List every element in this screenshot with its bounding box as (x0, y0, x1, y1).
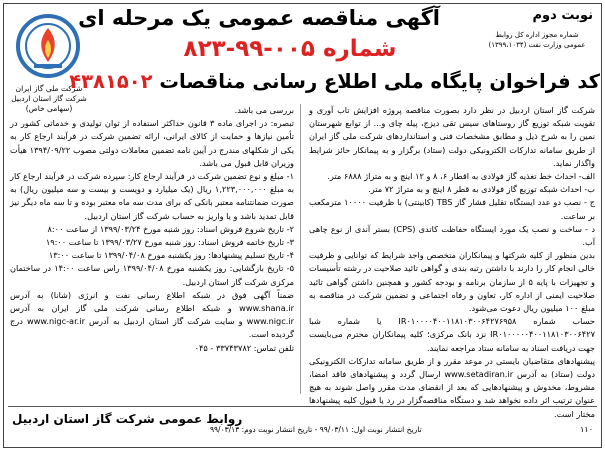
left_column-paragraph: ۲- تاریخ شروع فروش اسناد: روز شنبه مورخ ۱۳۹۹/۰۳/۲۴ از ساعت ۸:۰۰ (47, 223, 294, 234)
publication-dates: تاریخ انتشار نوبت اول: ۹۹/۰۳/۱۱ - تاریخ انتشار نوبت دوم: ۹۹/۰۳/۱۳ (210, 425, 422, 434)
tender-number: شماره ۰۰۵-۹۹-۸۲۳ (183, 36, 397, 62)
license-line2: عمومی وزارت نفت (۱۳۹۹،۱۰۳۴) (488, 41, 586, 49)
company-name-line1: شرکت ملی گاز ایران (15, 84, 83, 93)
callout-code: ۴۳۸۱۵۰۲ (69, 70, 153, 93)
callout-prefix: کد فراخوان پایگاه ملی اطلاع رسانی مناقصات (159, 70, 600, 93)
left_column-paragraph: ضمناً آگهی فوق در شبکه اطلاع رسانی نفت و انرژی (شانا) به آدرس www.shana.ir و شبکه اطلاع رسانی شرکت ملی گاز ایران به آدرس www.nigc.ir و سایت شرکت گاز استان اردبیل به آدرس www.nigc-ar.ir درج گردیده است. (10, 289, 294, 340)
title-block (78, 4, 440, 66)
company-name-line3: (سهامی خاص) (25, 104, 73, 113)
page-number: ۱۱۰ (580, 425, 593, 434)
left_column-paragraph: تلفن تماس: ۳۳۷۴۳۷۸۲ - ۰۴۵ (194, 342, 294, 353)
left_column-paragraph: ۳- تاریخ خاتمه فروش اسناد: روز شنبه مورخ ۱۳۹۹/۰۳/۲۷ تا ساعت ۱۹:۰۰ (45, 237, 294, 248)
column-divider (300, 104, 301, 394)
right_column-paragraph: حساب شماره IR۰۱۰۰۰۰۴۰۰۱۱۸۱۰۳۰۰۶۴۲۷۶۹۵۸ یا شماره شبا IR۰۱۰۰۰۰۰۴۰۰۱۱۸۱۰۳۰۰۶۴۲۷ نزد بانک مرکزی؛ کلیه پیمانکاران محترم می‌بایست جهت دریافت اسناد به سامانه ستاد مراجعه نمایند. (309, 316, 595, 353)
left_column-paragraph: ۱- مبلغ و نوع تضمین شرکت در فرآیند ارجاع کار: سپرده شرکت در فرآیند ارجاع کار به مبلغ ۱,۲۲۳,۰۰۰,۰۰۰ ریال (یک میلیارد و دویست و بیست و سه میلیون ریال) به صورت ضمانتنامه معتبر بانکی که برای مدت سه ماه معتبر بوده و تا سه ماه دیگر نیز قابل تمدید باشد و یا واریز به حساب شرکت گاز استان اردبیل. (10, 171, 294, 221)
right-column (309, 104, 595, 419)
footer-rule (8, 406, 597, 407)
left_column-paragraph: تبصره: در اجرای ماده ۳ قانون حداکثر استفاده از توان تولیدی و خدماتی کشور در تأمین نیازها و حمایت از کالای ایرانی، ارائه تضمین شرکت در فرآیند ارجاع کار به یکی از شکلهای مندرج در آیین نامه تضمین معاملات دولتی مصوب ۱۳۹۴/۰۹/۲۲ هیأت وزیران قابل قبول می باشد. (10, 118, 294, 168)
right_column-paragraph: د - ساخت و نصب یک مورد ایستگاه حفاظت کاتدی (CPS) بستر آندی از نوع چاهی آب. (309, 223, 595, 248)
right_column-paragraph: پیشنهادهای متقاضیان بایستی در موعد مقرر و از طریق سامانه تدارکات الکترونیکی دولت (ستاد) به آدرس www.setadiran.ir ارسال گردد و پیشنهادهای فاقد امضا، مشروط، مخدوش و پیشنهادهایی که بعد از انقضای مدت مقرر واصل شوند به هیچ عنوان ترتیب اثر داده نخواهد شد و دستگاه مناقصه‌گزار در رد یا قبول کلیه پیشنهادها مختار است. (309, 355, 595, 419)
right_column-paragraph: ج - نصب دو عدد ایستگاه تقلیل فشار گاز TBS (کابینتی) با ظرفیت ۱۰۰۰۰ مترمکعب بر ساعت. (309, 197, 595, 221)
public-relations-signature: روابط عمومی شرکت گاز استان اردبیل (12, 412, 243, 426)
license-line1: شماره مجوز اداره کل روابط (495, 31, 579, 39)
right_column-paragraph: الف- احداث خط تغذیه گاز فولادی به اقطار ۶، ۸ و ۱۲ اینچ و به متراژ ۶۸۸۸ متر. (327, 171, 595, 182)
company-name-line2: شرکت گاز استان اردبیل (11, 94, 87, 103)
right_column-paragraph: شرکت گاز استان اردبیل در نظر دارد بصورت مناقصه پروژه افزایش تاب آوری و تقویت شبکه توزیع گاز روستاهای سیس تقی دیزج، پیله چای و... از توابع شهرستان نمین را به شرح ذیل و مطابق مشخصات فنی و استانداردهای شرکت ملی گاز ایران از طریق سامانه تدارکات الکترونیکی دولت (ستاد) برگزار و به پیمانکار حائز شرایط واگذار نماید. (309, 105, 595, 168)
left_column-paragraph: بررسی می باشد. (234, 105, 294, 115)
left-column (10, 104, 294, 404)
right_column-paragraph: بدین منظور از کلیه شرکتها و پیمانکاران متخصص واجد شرایط که توانایی و ظرفیت خالی انجام کار را دارند با داشتن رتبه بندی و گواهی تائید صلاحیت در رشته تأسیسات و تجهیزات با پایه ۵ از سازمان برنامه و بودجه کشور و همچنین داشتن گواهی تائید صلاحیت ایمنی از اداره کار، تعاون و رفاه اجتماعی و تضمین شرکت در مناقصه به مبلغ ۱۰۰ میلیون ریال دعوت می‌شود. (309, 250, 595, 314)
tender-code-callout (69, 66, 600, 98)
notice-round: نوبت دوم (532, 8, 593, 23)
license-number (477, 30, 597, 50)
left_column-paragraph: ۵- تاریخ بازگشایی: روز یکشنبه مورخ ۱۳۹۹/۰۴/۰۸ راس ساعت ۱۴:۰۰ در ساختمان مرکزی شرکت گاز استان اردبیل. (10, 263, 294, 287)
left_column-paragraph: ۴- تاریخ تسلیم پیشنهادها: روز یکشنبه مورخ ۱۳۹۹/۰۴/۰۸ تا ساعت ۱۳:۰۰ (48, 250, 294, 261)
right_column-paragraph: ب- احداث شبکه توزیع گاز فولادی به قطر ۸ اینچ و به متراژ ۷۲ متر. (368, 184, 595, 195)
notice-title: آگهی مناقصه عمومی یک مرحله ای (78, 6, 440, 30)
callout-text (69, 66, 600, 98)
